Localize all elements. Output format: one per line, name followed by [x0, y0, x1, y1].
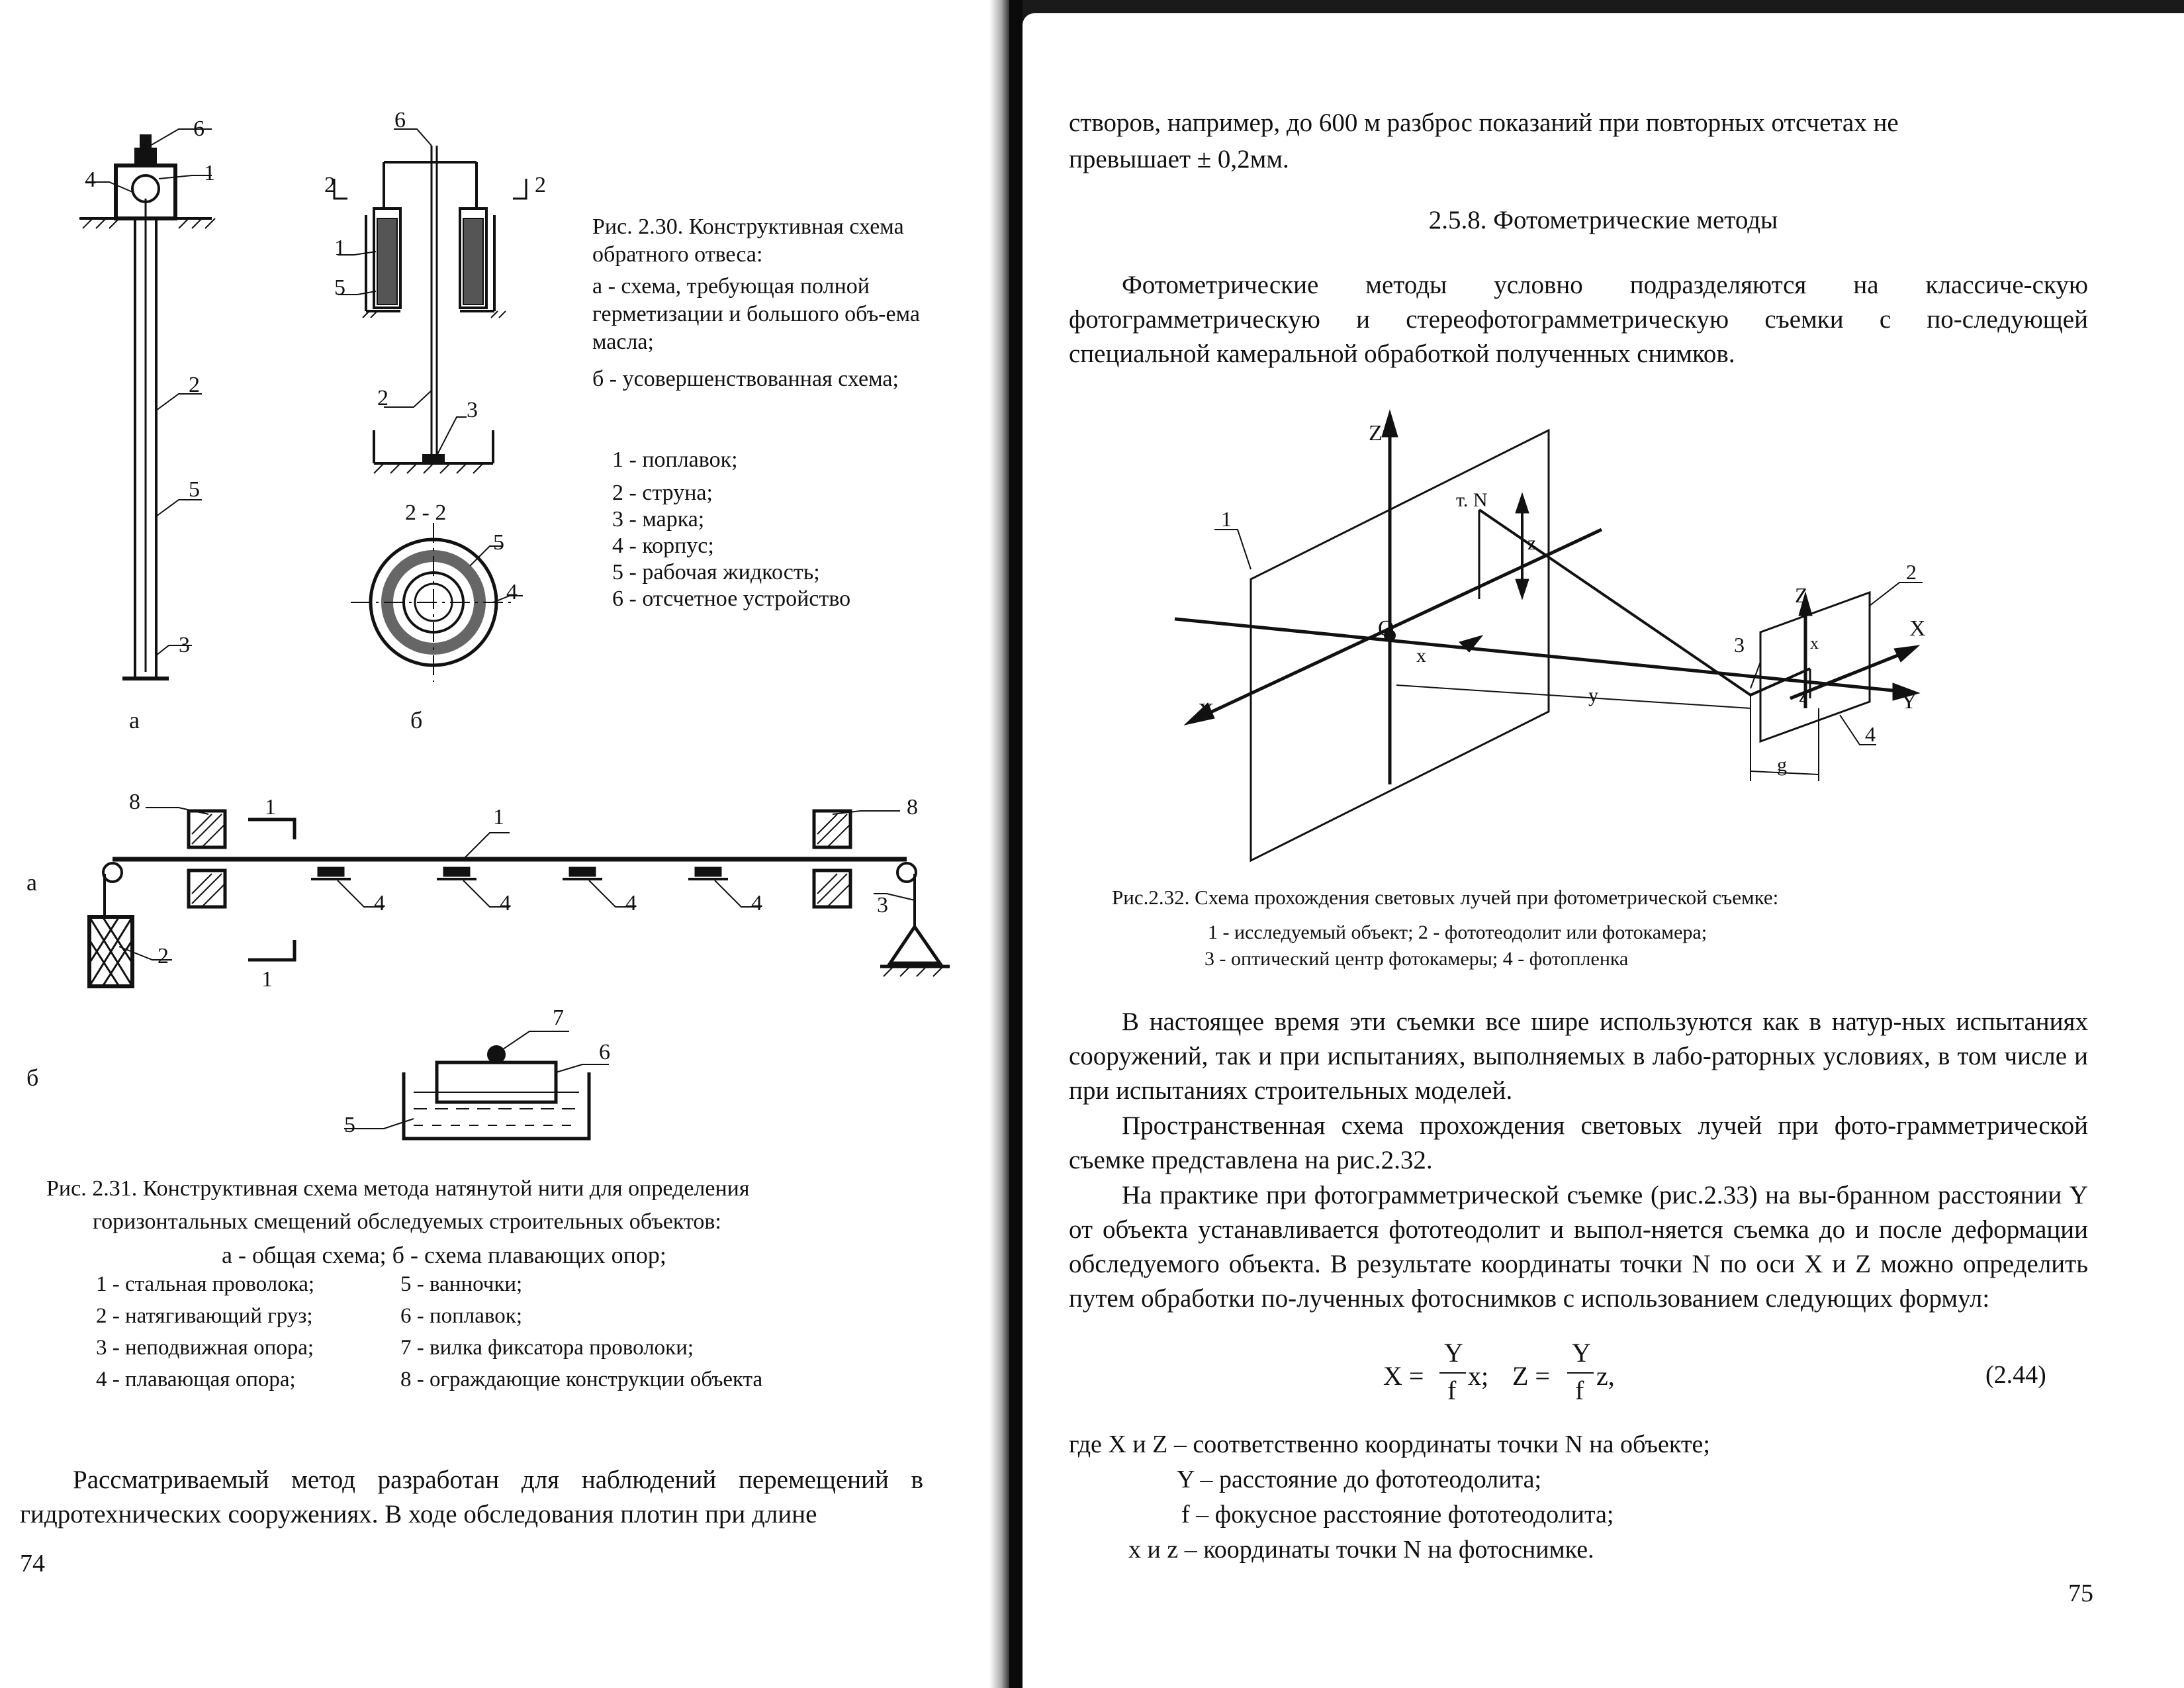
fig230-legend-item: 4 - корпус; — [612, 534, 714, 558]
fig231-fixed-support — [880, 927, 950, 966]
label-5-a: 5 — [189, 477, 200, 502]
label-4-section: 4 — [506, 580, 518, 604]
fig231-legend-item: 2 - натягивающий груз; — [96, 1304, 313, 1328]
where-line-2: Y – расстояние до фототеодолита; — [1177, 1466, 1542, 1493]
axis-Z-small: Z — [1795, 583, 1808, 607]
fig230-legend-item: 2 - струна; — [612, 481, 713, 505]
fig231-label-7: 7 — [553, 1006, 564, 1030]
where-line-4: x и z – координаты точки N на фотоснимке. — [1128, 1536, 1594, 1564]
label-b: б — [410, 707, 423, 733]
label-2-right-b: 2 — [535, 173, 546, 197]
fig231-legend-left — [96, 1271, 394, 1393]
fig230-caption-a: а - схема, требующая полной герметизации и большого объ-ема масла; — [592, 274, 920, 354]
paragraph-1: Фотометрические методы условно подразделяются на классиче-скую фотограмметрическую и стереофотограмметрическую съемки с по-следующей специальной камеральной обработкой полученных снимков. — [1069, 271, 2088, 368]
book-spine — [1009, 0, 1023, 1688]
fig231-label-b: б — [26, 1064, 39, 1091]
label-a: а — [129, 707, 140, 733]
label-3-a: 3 — [179, 633, 190, 657]
right-page — [1023, 13, 2184, 1688]
left-page — [0, 0, 1009, 1688]
fig230-caption-b: б - усовершенствованная схема; — [592, 367, 899, 391]
figure-2-32 — [1023, 397, 2184, 874]
intro-line2: превышает ± 0,2мм. — [1069, 145, 1289, 173]
fig231-label-1: 1 — [493, 805, 504, 829]
fig231-label-3: 3 — [877, 893, 888, 917]
section-heading: 2.5.8. Фотометрические методы — [1428, 206, 1778, 234]
formula-f1: f — [1447, 1376, 1457, 1405]
fig230-legend — [612, 447, 970, 612]
fig232-legend-line1: 1 - исследуемый объект; 2 - фототеодолит или фотокамера; — [1208, 921, 1707, 943]
fig232-legend-line2: 3 - оптический центр фотокамеры; 4 - фотопленка — [1205, 948, 1629, 970]
formula-number: (2.44) — [1985, 1361, 2046, 1389]
label-1-b: 1 — [334, 236, 345, 260]
intro-line1: створов, например, до 600 м разброс показаний при повторных отсчетах не — [1069, 109, 1899, 137]
label-z-photo: z — [1799, 686, 1807, 706]
fig230-legend-item: 3 - марка; — [612, 507, 705, 532]
fig231-bath — [344, 1031, 609, 1139]
fig231-legend-item: 5 - ванночки; — [400, 1272, 523, 1296]
label-z: z — [1527, 532, 1537, 554]
fig231-label-2: 2 — [158, 944, 169, 968]
paragraph-2: В настоящее время эти съемки все шире используются как в натур-ных испытаниях сооружений, так и при испытаниях, выполняемых в лабо-раторных условиях, в том числе и при испытаниях строительных моделей. — [1069, 1008, 2088, 1105]
fig231-label-5: 5 — [344, 1113, 355, 1137]
fig232-label-3: 3 — [1734, 633, 1745, 657]
fig230-caption — [592, 213, 963, 393]
fig231-legend-item: 7 - вилка фиксатора проволоки; — [400, 1336, 694, 1360]
fig231-caption-line1: Рис. 2.31. Конструктивная схема метода натянутой нити для определения — [46, 1176, 750, 1201]
axis-Y: Y — [1901, 689, 1917, 714]
formula-X: X = — [1383, 1361, 1424, 1391]
formula-Z: Z = — [1512, 1361, 1550, 1391]
fig231-section-1-bottom: 1 — [261, 967, 273, 992]
fig231-legend-item: 8 - ограждающие конструкции объекта — [400, 1368, 763, 1391]
fig230-caption-title: Рис. 2.30. Конструктивная схема обратного отвеса: — [592, 214, 904, 267]
gutter-left-shadow — [989, 0, 1009, 1688]
fig231-section-1-top: 1 — [265, 795, 276, 820]
label-6-b: 6 — [394, 108, 406, 132]
fig231-legend-item: 6 - поплавок; — [400, 1304, 522, 1328]
fig231-legend-item: 4 - плавающая опора; — [96, 1368, 296, 1391]
formula-Y2: Y — [1572, 1338, 1591, 1368]
fig231-caption — [46, 1175, 973, 1269]
fig231-legend-right — [400, 1271, 917, 1393]
fig231-floating-supports — [318, 867, 721, 876]
paragraph-3: Пространственная схема прохождения световых лучей при фото-грамметрической съемке представлена на рис.2.32. — [1069, 1111, 2088, 1174]
figure-2-31 — [0, 761, 1009, 1158]
label-y: y — [1588, 684, 1598, 706]
fig231-legend-item: 3 - неподвижная опора; — [96, 1336, 314, 1360]
point-N: т. N — [1456, 489, 1488, 511]
label-5-b: 5 — [334, 275, 345, 300]
fig231-label-4: 4 — [500, 891, 511, 915]
page-number-right: 75 — [2068, 1579, 2093, 1607]
fig231-label-8-right: 8 — [907, 795, 918, 820]
axis-X-right: X — [1909, 616, 1926, 641]
formula-Y1: Y — [1444, 1338, 1463, 1368]
label-2-b: 2 — [377, 386, 388, 410]
axis-Z: Z — [1369, 421, 1383, 445]
fig232-label-1: 1 — [1221, 507, 1232, 531]
fig232-label-2: 2 — [1906, 560, 1917, 584]
formula-2-44 — [1383, 1340, 2177, 1413]
section-2-2: 2 - 2 — [405, 500, 447, 525]
fig231-weight — [89, 917, 132, 986]
fig232-caption: Рис.2.32. Схема прохождения световых лучей при фотометрической съемке: — [1112, 886, 1779, 909]
label-2-a: 2 — [189, 373, 200, 397]
label-4-a: 4 — [85, 167, 96, 192]
fig230-legend-item: 6 - отсчетное устройство — [612, 586, 851, 611]
label-x: x — [1416, 645, 1426, 667]
where-line-1: где X и Z – соответственно координаты точки N на объекте; — [1069, 1430, 1710, 1458]
label-1-a: 1 — [204, 161, 215, 185]
fig230-legend-item: 5 - рабочая жидкость; — [612, 560, 820, 585]
fig232-label-4: 4 — [1865, 722, 1876, 746]
fig231-label-a: а — [26, 869, 37, 896]
fig231-caption-line2: горизонтальных смещений обследуемых строительных объектов: — [93, 1209, 721, 1234]
formula-z: z, — [1596, 1361, 1615, 1391]
label-g: g — [1777, 754, 1787, 776]
formula-x: x; — [1468, 1361, 1489, 1391]
fig231-label-6: 6 — [599, 1040, 610, 1064]
label-x-photo: x — [1810, 633, 1819, 653]
fig231-label-4: 4 — [751, 891, 762, 915]
fig231-legend-item: 1 - стальная проволока; — [96, 1272, 315, 1296]
fig230-drawing-a — [79, 136, 212, 679]
label-3-b: 3 — [467, 398, 478, 422]
label-2-left-b: 2 — [324, 173, 336, 197]
formula-bar1 — [1439, 1372, 1466, 1374]
fig231-label-4: 4 — [374, 891, 385, 915]
page-number-left: 74 — [20, 1550, 45, 1577]
label-5-section: 5 — [493, 530, 504, 555]
label-6-a: 6 — [193, 117, 205, 141]
left-paragraph: Рассматриваемый метод разработан для наблюдений перемещений в гидротехнических сооружениях. В ходе обследования плотин при длине — [20, 1466, 923, 1528]
formula-f2: f — [1575, 1376, 1584, 1405]
fig231-label-4: 4 — [625, 891, 637, 915]
origin-O: O — [1378, 616, 1394, 641]
paragraph-4: На практике при фотограмметрической съемке (рис.2.33) на вы-бранном расстоянии Y от объекта устанавливается фототеодолит и выпол-няется съемка до и после деформации обследуемого объекта. В результате координаты точки N по оси X и Z можно определить путем обработки по-лученных фотоснимков с использованием следующих формул: — [1069, 1181, 2088, 1313]
fig231-caption-line3: а - общая схема; б - схема плавающих опор; — [222, 1242, 666, 1268]
axis-X-left: X — [1198, 699, 1214, 724]
fig231-label-8-left: 8 — [129, 790, 140, 814]
formula-bar2 — [1567, 1372, 1594, 1374]
where-line-3: f – фокусное расстояние фототеодолита; — [1181, 1501, 1614, 1528]
fig230-legend-item: 1 - поплавок; — [612, 447, 738, 472]
